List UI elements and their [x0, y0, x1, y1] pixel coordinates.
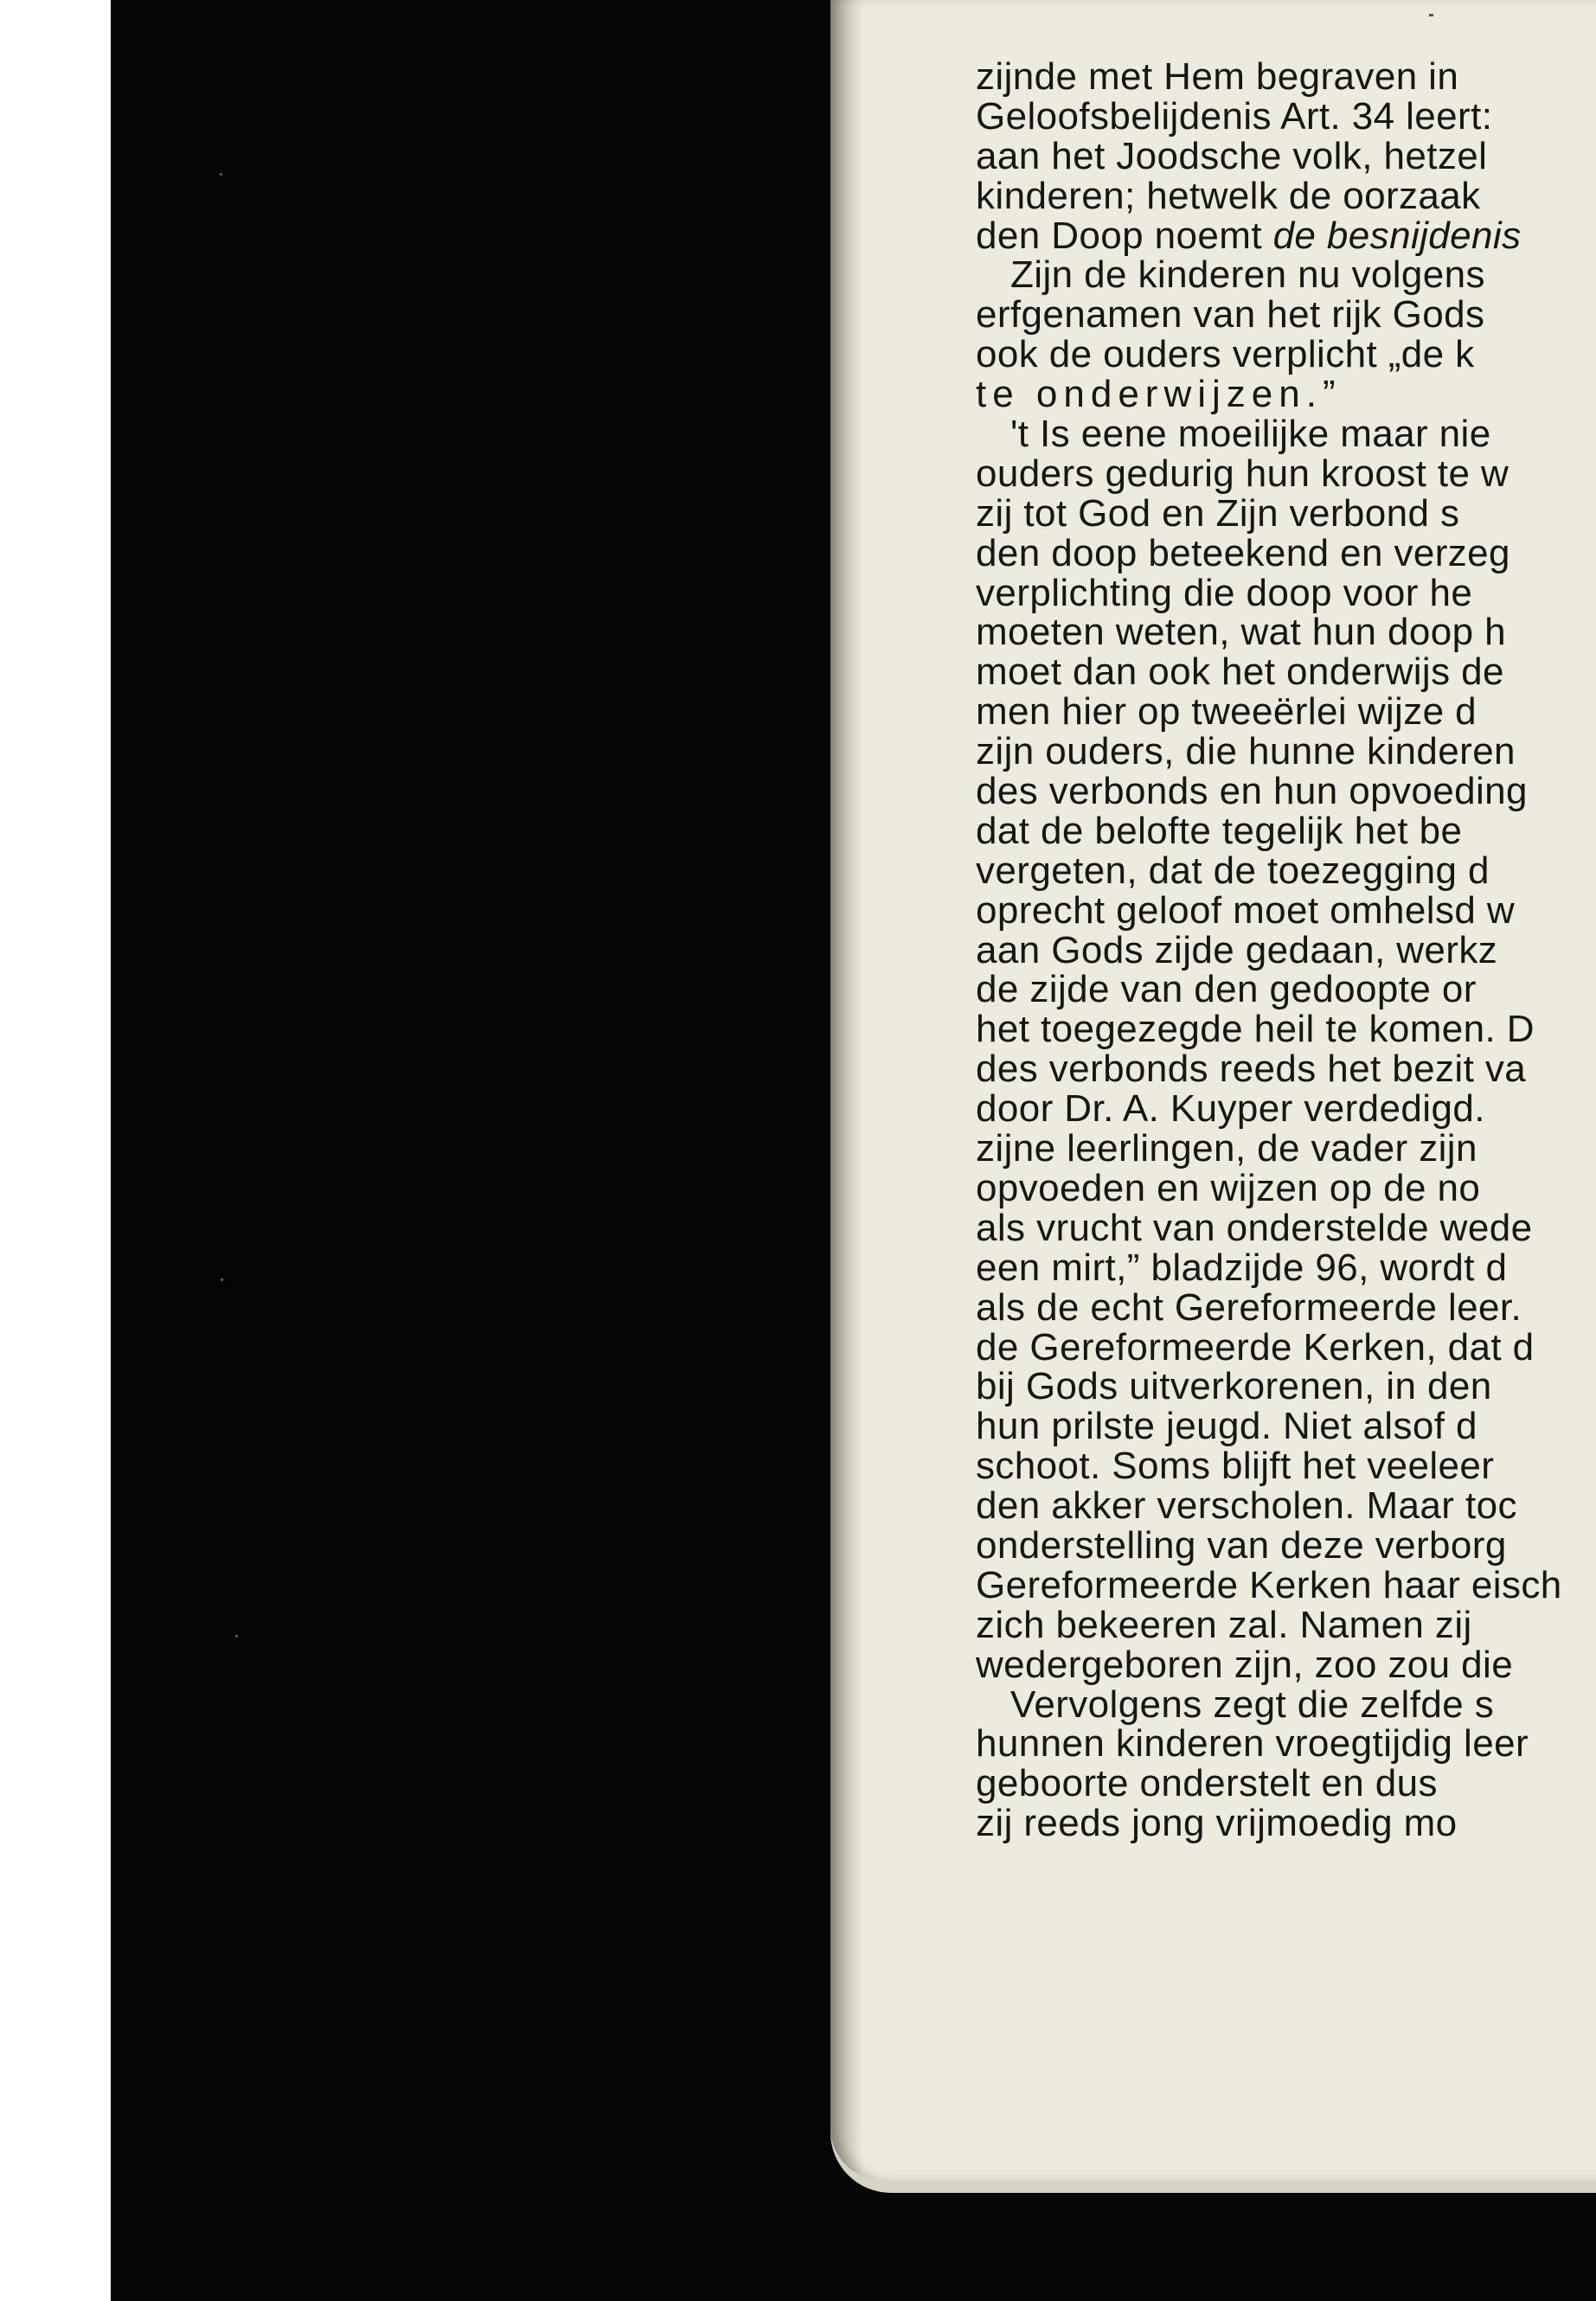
text-line-content: erfgenamen van het rijk Gods [976, 293, 1485, 336]
text-line-content: zich bekeeren zal. Namen zij [976, 1603, 1472, 1646]
text-line [976, 612, 1596, 652]
text-line [976, 1486, 1596, 1526]
page-mark [1429, 14, 1433, 16]
text-line-content: ouders gedurig hun kroost te w [976, 452, 1509, 495]
text-line-roman: den Doop noemt [976, 214, 1273, 257]
text-line-content: dat de belofte tegelijk het be [976, 809, 1463, 852]
text-line-content: den akker verscholen. Maar toc [976, 1484, 1517, 1528]
text-line [976, 414, 1596, 454]
text-line [976, 928, 1596, 971]
text-line-content: zij reeds jong vrijmoedig mo [976, 1802, 1458, 1845]
text-line [976, 255, 1596, 295]
text-line [976, 692, 1596, 732]
scan-speck [220, 173, 222, 176]
text-line [976, 1009, 1596, 1049]
text-line-content: des verbonds reeds het bezit va [976, 1048, 1527, 1091]
text-line-content: als vrucht van onderstelde wede [976, 1206, 1533, 1249]
text-line [976, 1407, 1596, 1446]
text-line [976, 1645, 1596, 1685]
text-line [976, 1523, 1596, 1567]
text-line-content: Geloofsbelijdenis Art. 34 leert: [976, 94, 1493, 138]
text-line-content: Vervolgens zegt die zelfde s [1010, 1682, 1495, 1726]
text-line-content: de zijde van den gedoopte or [976, 968, 1477, 1011]
text-line-content: hunnen kinderen vroegtijdig leer [976, 1722, 1529, 1766]
text-line [976, 1129, 1596, 1169]
text-line [976, 335, 1596, 375]
text-line [976, 732, 1596, 772]
text-line [976, 216, 1596, 256]
text-line [976, 811, 1596, 851]
text-line-content: onderstelling van deze verborg [976, 1523, 1507, 1567]
text-line-content: hun prilste jeugd. Niet alsof d [976, 1405, 1477, 1448]
text-line [976, 571, 1596, 614]
scan-speck [235, 1635, 238, 1638]
gutter-shadow [830, 0, 863, 2180]
text-line [976, 1724, 1596, 1764]
text-line [976, 1325, 1596, 1368]
text-line-content: bij Gods uitverkorenen, in den [976, 1365, 1492, 1408]
page-text [976, 57, 1596, 1843]
text-line [976, 1446, 1596, 1486]
text-line-content: des verbonds en hun opvoeding [976, 770, 1528, 813]
text-line [976, 454, 1596, 494]
text-line-content: geboorte onderstelt en dus [976, 1762, 1438, 1805]
text-line [976, 1166, 1596, 1209]
text-line-content: kinderen; hetwelk de oorzaak [976, 174, 1481, 217]
text-line [976, 1208, 1596, 1248]
text-line [976, 1563, 1596, 1606]
text-line [976, 970, 1596, 1009]
text-line-content: men hier op tweeërlei wijze d [976, 690, 1477, 734]
text-line [976, 134, 1596, 177]
text-line-content: den doop beteekend en verzeg [976, 531, 1510, 574]
text-line-content: het toegezegde heil te komen. D [976, 1008, 1535, 1051]
text-line [976, 57, 1596, 97]
text-line-content: moeten weten, wat hun doop h [976, 611, 1506, 654]
text-line [976, 1764, 1596, 1804]
text-line-content: oprecht geloof moet omhelsd w [976, 888, 1516, 932]
text-line-content: zijnde met Hem begraven in [976, 55, 1459, 98]
text-line-content: verplichting die doop voor he [976, 571, 1473, 614]
text-line [976, 491, 1596, 535]
text-line-content: vergeten, dat de toezegging d [976, 849, 1490, 892]
text-line-content: te onderwijzen.” [976, 373, 1342, 416]
text-line [976, 1049, 1596, 1089]
book-page [830, 0, 1596, 2180]
text-line [976, 772, 1596, 811]
text-line [976, 531, 1596, 574]
text-line-content: Gereformeerde Kerken haar eisch [976, 1563, 1562, 1606]
text-line-content: 't Is eene moeilijke maar nie [1010, 413, 1491, 456]
text-line-content: opvoeden en wijzen op de no [976, 1166, 1481, 1209]
text-line [976, 851, 1596, 891]
text-line-content: aan het Joodsche volk, hetzel [976, 134, 1488, 177]
text-line [976, 1367, 1596, 1407]
scan-speck [221, 1279, 223, 1281]
text-line-content: moet dan ook het onderwijs de [976, 651, 1504, 694]
text-line-content: als de echt Gereformeerde leer. [976, 1285, 1522, 1329]
text-line-content: de Gereformeerde Kerken, dat d [976, 1325, 1535, 1368]
text-line [976, 1248, 1596, 1288]
text-line-content: zijne leerlingen, de vader zijn [976, 1127, 1477, 1170]
text-line [976, 1089, 1596, 1129]
text-line-content: zijn ouders, die hunne kinderen [976, 730, 1516, 773]
text-line-italic: de besnijdenis [1272, 214, 1522, 257]
text-line-content: Zijn de kinderen nu volgens [1010, 253, 1485, 297]
text-line [976, 888, 1596, 932]
text-line [976, 375, 1596, 414]
text-line [976, 94, 1596, 138]
text-line-content: zij tot God en Zijn verbond s [976, 491, 1460, 535]
text-line [976, 1682, 1596, 1726]
text-line-content: ook de ouders verplicht „de k [976, 333, 1475, 376]
text-line-content: door Dr. A. Kuyper verdedigd. [976, 1087, 1485, 1131]
text-line [976, 295, 1596, 335]
text-line [976, 652, 1596, 692]
text-line [976, 1285, 1596, 1329]
text-line-content: schoot. Soms blijft het veeleer [976, 1445, 1495, 1488]
text-line [976, 1603, 1596, 1646]
text-line-content: aan Gods zijde gedaan, werkz [976, 928, 1498, 971]
text-line [976, 176, 1596, 216]
text-line-content: wedergeboren zijn, zoo zou die [976, 1643, 1514, 1686]
text-line-content: een mirt,” bladzijde 96, wordt d [976, 1246, 1508, 1289]
text-line [976, 1804, 1596, 1843]
